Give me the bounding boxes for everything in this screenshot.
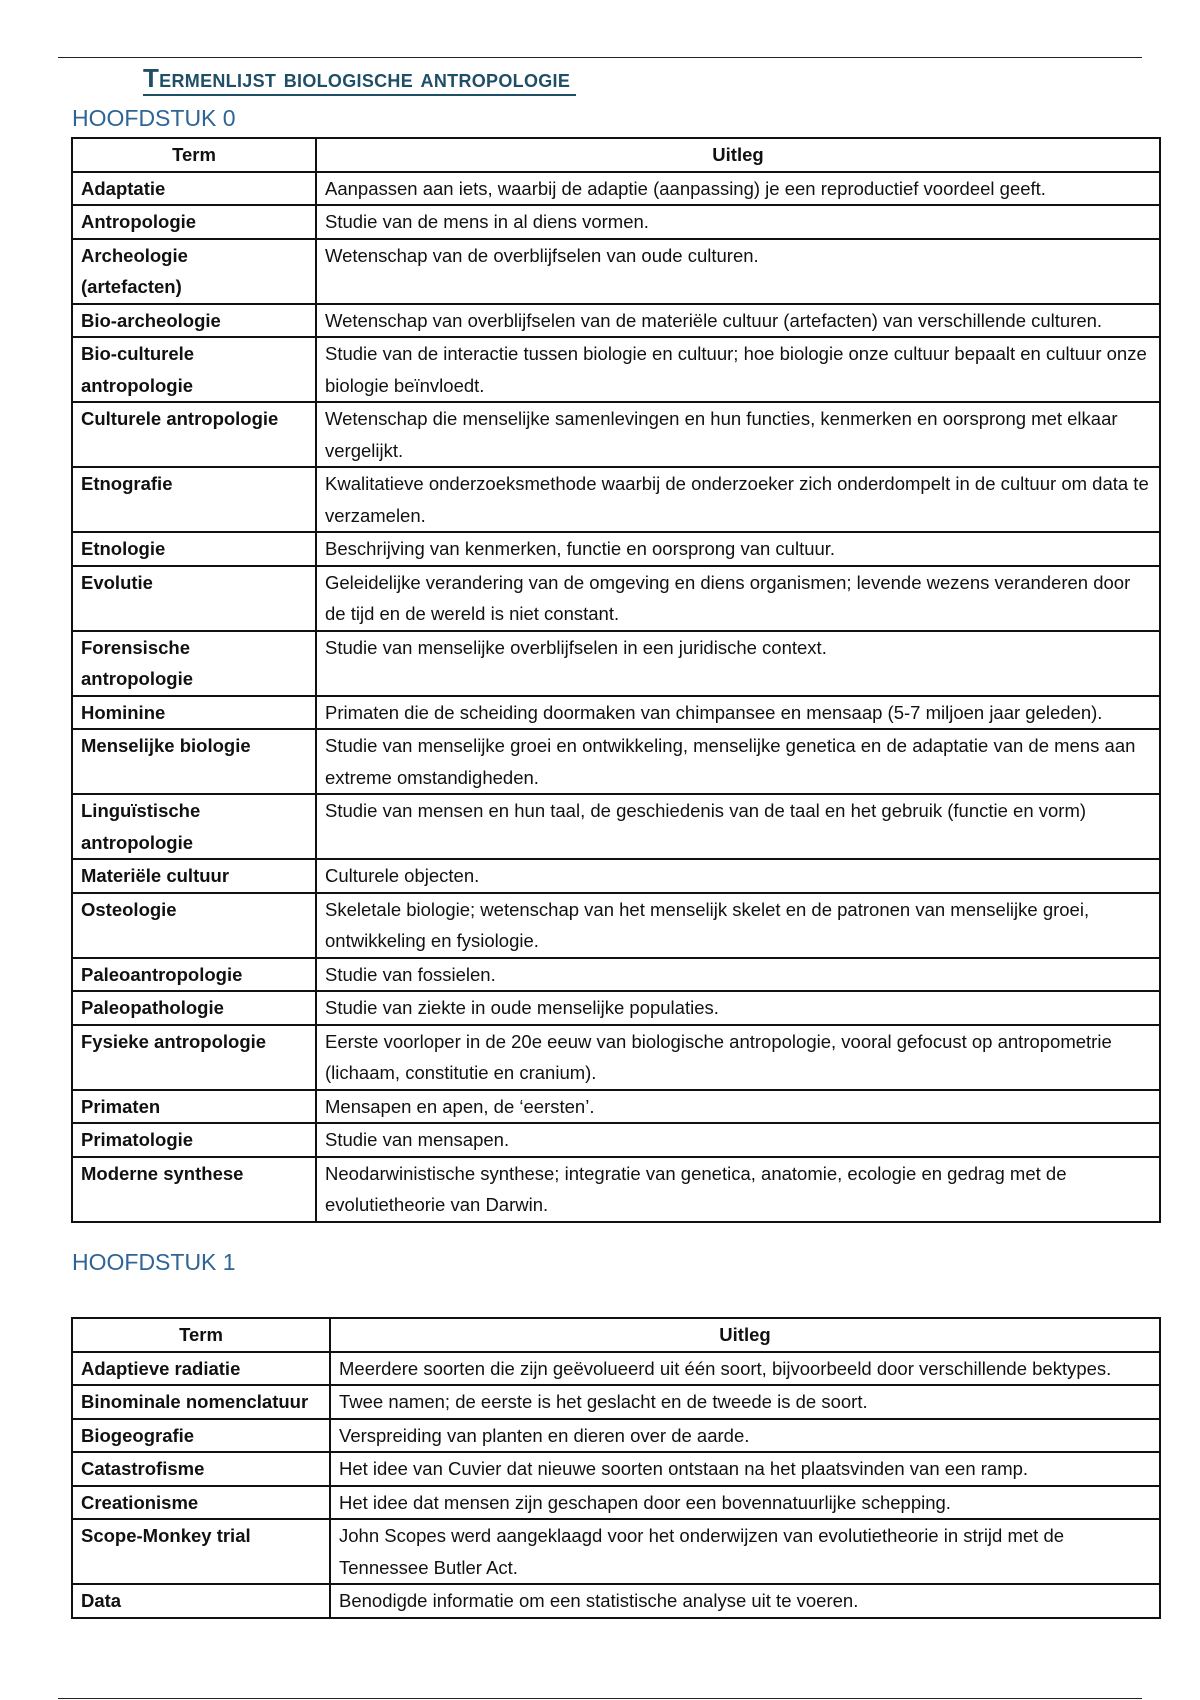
explanation-cell: Het idee dat mensen zijn geschapen door een bovennatuurlijke schepping. [330,1486,1160,1520]
table-row [72,696,1160,730]
table-row [72,205,1160,239]
table-row [72,1486,1160,1520]
term-cell: Primaten [72,1090,316,1124]
table-row [72,239,1160,304]
column-header-term: Term [72,138,316,172]
explanation-cell: Verspreiding van planten en dieren over de aarde. [330,1419,1160,1453]
term-cell: Antropologie [72,205,316,239]
table-row [72,1419,1160,1453]
explanation-cell: Mensapen en apen, de ‘eersten’. [316,1090,1160,1124]
chapter-0-heading: HOOFDSTUK 0 [72,105,236,131]
table-row [72,893,1160,958]
term-cell: Adaptieve radiatie [72,1352,330,1386]
term-cell: Creationisme [72,1486,330,1520]
explanation-cell: Benodigde informatie om een statistische analyse uit te voeren. [330,1584,1160,1618]
table-header-row [72,138,1160,172]
term-cell: Linguïstische antropologie [72,794,316,859]
explanation-cell: Studie van ziekte in oude menselijke populaties. [316,991,1160,1025]
explanation-cell: Wetenschap die menselijke samenlevingen en hun functies, kenmerken en oorsprong met elkaar vergelijkt. [316,402,1160,467]
table-row [72,1385,1160,1419]
term-cell: Binominale nomenclatuur [72,1385,330,1419]
explanation-cell: Studie van mensapen. [316,1123,1160,1157]
table-header-row [72,1318,1160,1352]
explanation-cell: Skeletale biologie; wetenschap van het menselijk skelet en de patronen van menselijke groei, ontwikkeling en fysiologie. [316,893,1160,958]
term-cell: Bio-archeologie [72,304,316,338]
term-cell: Osteologie [72,893,316,958]
term-cell: Primatologie [72,1123,316,1157]
table-row [72,1123,1160,1157]
explanation-cell: Neodarwinistische synthese; integratie van genetica, anatomie, ecologie en gedrag met de evolutietheorie van Darwin. [316,1157,1160,1222]
explanation-cell: Kwalitatieve onderzoeksmethode waarbij de onderzoeker zich onderdompelt in de cultuur om data te verzamelen. [316,467,1160,532]
chapter-0-table [71,137,1161,1223]
explanation-cell: Studie van de mens in al diens vormen. [316,205,1160,239]
explanation-cell: Studie van fossielen. [316,958,1160,992]
term-cell: Paleopathologie [72,991,316,1025]
explanation-cell: Twee namen; de eerste is het geslacht en de tweede is de soort. [330,1385,1160,1419]
document-title: Termenlijst biologische antropologie [143,62,576,96]
table-row [72,794,1160,859]
explanation-cell: Wetenschap van de overblijfselen van oude culturen. [316,239,1160,304]
term-cell: Paleoantropologie [72,958,316,992]
explanation-cell: Studie van menselijke overblijfselen in een juridische context. [316,631,1160,696]
explanation-cell: Culturele objecten. [316,859,1160,893]
table-row [72,1352,1160,1386]
table-row [72,1157,1160,1222]
explanation-cell: Meerdere soorten die zijn geëvolueerd uit één soort, bijvoorbeeld door verschillende bektypes. [330,1352,1160,1386]
term-cell: Forensische antropologie [72,631,316,696]
explanation-cell: Studie van menselijke groei en ontwikkeling, menselijke genetica en de adaptatie van de mens aan extreme omstandigheden. [316,729,1160,794]
table-row [72,991,1160,1025]
bottom-rule [58,1698,1142,1699]
explanation-cell: Primaten die de scheiding doormaken van chimpansee en mensaap (5-7 miljoen jaar geleden). [316,696,1160,730]
term-cell: Hominine [72,696,316,730]
column-header-term: Term [72,1318,330,1352]
table-row [72,1090,1160,1124]
term-cell: Etnologie [72,532,316,566]
term-cell: Etnografie [72,467,316,532]
explanation-cell: John Scopes werd aangeklaagd voor het onderwijzen van evolutietheorie in strijd met de Tennessee Butler Act. [330,1519,1160,1584]
term-cell: Menselijke biologie [72,729,316,794]
chapter-1-heading: HOOFDSTUK 1 [72,1249,236,1275]
term-cell: Adaptatie [72,172,316,206]
term-cell: Biogeografie [72,1419,330,1453]
explanation-cell: Eerste voorloper in de 20e eeuw van biologische antropologie, vooral gefocust op antropometrie (lichaam, constitutie en cranium). [316,1025,1160,1090]
column-header-uitleg: Uitleg [330,1318,1160,1352]
term-cell: Data [72,1584,330,1618]
table-row [72,172,1160,206]
explanation-cell: Studie van de interactie tussen biologie en cultuur; hoe biologie onze cultuur bepaalt en cultuur onze biologie beïnvloedt. [316,337,1160,402]
explanation-cell: Het idee van Cuvier dat nieuwe soorten ontstaan na het plaatsvinden van een ramp. [330,1452,1160,1486]
term-cell: Materiële cultuur [72,859,316,893]
table-row [72,1025,1160,1090]
table-row [72,958,1160,992]
table-row [72,532,1160,566]
table-row [72,467,1160,532]
term-cell: Evolutie [72,566,316,631]
table-row [72,402,1160,467]
table-row [72,1452,1160,1486]
term-cell: Moderne synthese [72,1157,316,1222]
term-cell: Archeologie (artefacten) [72,239,316,304]
term-cell: Bio-culturele antropologie [72,337,316,402]
table-row [72,566,1160,631]
explanation-cell: Geleidelijke verandering van de omgeving en diens organismen; levende wezens veranderen door de tijd en de wereld is niet constant. [316,566,1160,631]
column-header-uitleg: Uitleg [316,138,1160,172]
table-row [72,631,1160,696]
term-cell: Culturele antropologie [72,402,316,467]
table-row [72,304,1160,338]
top-rule [58,57,1142,58]
explanation-cell: Studie van mensen en hun taal, de geschiedenis van de taal en het gebruik (functie en vorm) [316,794,1160,859]
table-row [72,1584,1160,1618]
term-cell: Catastrofisme [72,1452,330,1486]
chapter-1-table [71,1317,1161,1619]
explanation-cell: Beschrijving van kenmerken, functie en oorsprong van cultuur. [316,532,1160,566]
explanation-cell: Wetenschap van overblijfselen van de materiële cultuur (artefacten) van verschillende culturen. [316,304,1160,338]
table-row [72,859,1160,893]
table-row [72,729,1160,794]
term-cell: Fysieke antropologie [72,1025,316,1090]
explanation-cell: Aanpassen aan iets, waarbij de adaptie (aanpassing) je een reproductief voordeel geeft. [316,172,1160,206]
table-row [72,337,1160,402]
table-row [72,1519,1160,1584]
term-cell: Scope-Monkey trial [72,1519,330,1584]
